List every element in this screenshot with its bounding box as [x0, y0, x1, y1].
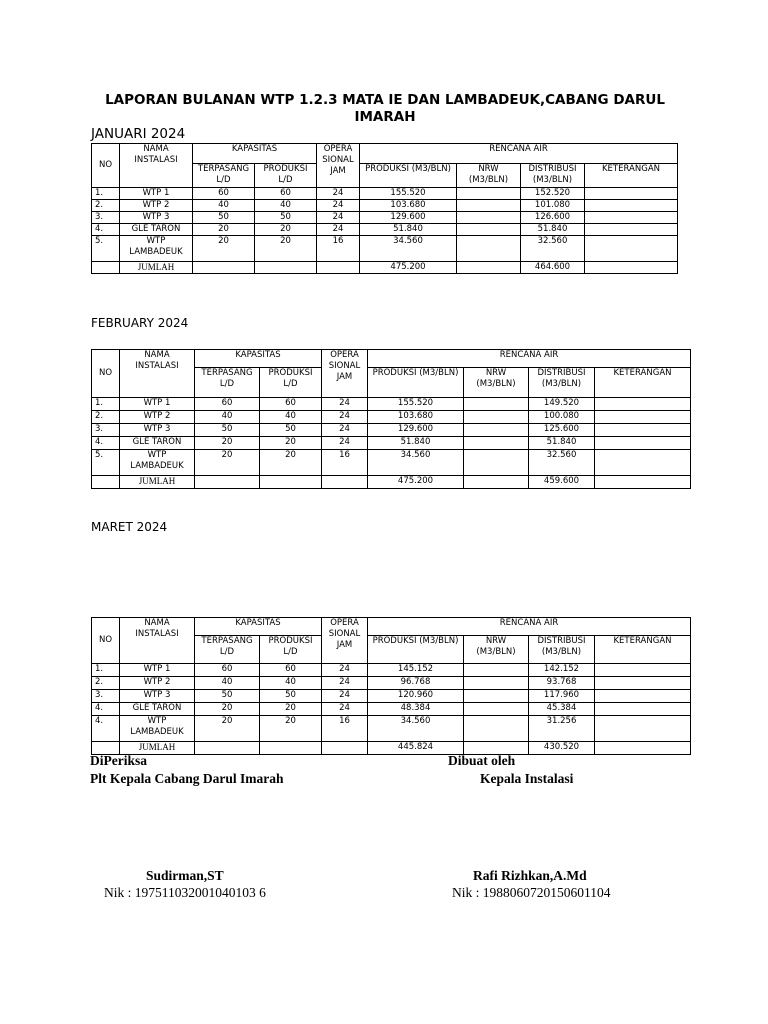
cell-no: 1.	[92, 398, 120, 411]
table-row	[92, 236, 678, 262]
table-row	[92, 677, 691, 690]
cell-jam: 24	[322, 411, 368, 424]
cell-no: 2.	[92, 200, 120, 212]
checked-by-role: Plt Kepala Cabang Darul Imarah	[90, 771, 284, 786]
cell-produksi-m3: 34.560	[368, 716, 464, 742]
cell-terpasang: 20	[193, 224, 255, 236]
cell-jam: 16	[322, 450, 368, 476]
header-kapasitas: KAPASITAS	[193, 144, 317, 164]
cell-nrw	[464, 716, 529, 742]
cell-nama: WTP 2	[120, 411, 195, 424]
cell-distribusi: 100.080	[529, 411, 595, 424]
made-by-name: Rafi Rizhkan,A.Md	[473, 868, 587, 883]
cell-jam: 24	[322, 703, 368, 716]
cell-keterangan	[595, 450, 691, 476]
cell-jam: 24	[317, 188, 360, 200]
cell-nama: WTP LAMBADEUK	[120, 450, 195, 476]
report-table-february	[91, 349, 691, 489]
header-no: NO	[92, 144, 120, 188]
header-operasional: OPERA SIONAL JAM	[317, 144, 360, 188]
cell-nama: GLE TARON	[120, 437, 195, 450]
cell-nrw	[464, 411, 529, 424]
cell-keterangan	[595, 677, 691, 690]
cell-blank	[92, 262, 120, 274]
cell-distribusi: 32.560	[529, 450, 595, 476]
cell-produksi-ld: 60	[255, 188, 317, 200]
table-row	[92, 398, 691, 411]
header-operasional: OPERA SIONAL JAM	[322, 350, 368, 398]
cell-keterangan	[585, 224, 678, 236]
cell-blank	[260, 742, 322, 755]
cell-nrw	[457, 200, 521, 212]
header-produksi-m3: PRODUKSI (M3/BLN)	[360, 164, 457, 188]
cell-produksi-ld: 20	[260, 716, 322, 742]
cell-produksi-ld: 40	[260, 411, 322, 424]
cell-terpasang: 60	[193, 188, 255, 200]
cell-nrw	[464, 437, 529, 450]
cell-produksi-ld: 50	[260, 424, 322, 437]
cell-jam: 24	[317, 200, 360, 212]
cell-jam: 16	[317, 236, 360, 262]
cell-produksi-ld: 20	[255, 236, 317, 262]
cell-produksi-ld: 60	[260, 664, 322, 677]
cell-terpasang: 20	[195, 716, 260, 742]
cell-jam: 24	[322, 690, 368, 703]
header-operasional: OPERA SIONAL JAM	[322, 618, 368, 664]
cell-total-distribusi: 464.600	[521, 262, 585, 274]
cell-terpasang: 50	[195, 424, 260, 437]
header-terpasang: TERPASANG L/D	[193, 164, 255, 188]
cell-distribusi: 32.560	[521, 236, 585, 262]
cell-distribusi: 142.152	[529, 664, 595, 677]
cell-nama: GLE TARON	[120, 224, 193, 236]
cell-produksi-m3: 51.840	[368, 437, 464, 450]
made-by-label: Dibuat oleh	[448, 753, 516, 768]
cell-produksi-m3: 34.560	[360, 236, 457, 262]
table-row	[92, 200, 678, 212]
cell-produksi-ld: 20	[255, 224, 317, 236]
cell-produksi-m3: 51.840	[360, 224, 457, 236]
header-kapasitas: KAPASITAS	[195, 618, 322, 636]
cell-nama: WTP 1	[120, 188, 193, 200]
cell-distribusi: 152.520	[521, 188, 585, 200]
header-nrw: NRW (M3/BLN)	[457, 164, 521, 188]
cell-blank	[92, 476, 120, 489]
cell-nama: WTP 3	[120, 690, 195, 703]
cell-produksi-ld: 20	[260, 450, 322, 476]
cell-keterangan	[585, 200, 678, 212]
total-row	[92, 742, 691, 755]
cell-terpasang: 20	[195, 437, 260, 450]
cell-produksi-m3: 48.384	[368, 703, 464, 716]
cell-keterangan	[585, 188, 678, 200]
cell-no: 2.	[92, 677, 120, 690]
table-row	[92, 664, 691, 677]
cell-nama: WTP 1	[120, 398, 195, 411]
cell-distribusi: 51.840	[521, 224, 585, 236]
cell-produksi-m3: 96.768	[368, 677, 464, 690]
cell-jam: 16	[322, 716, 368, 742]
month-label-january: JANUARI 2024	[91, 126, 186, 142]
cell-keterangan	[585, 236, 678, 262]
cell-produksi-ld: 20	[260, 703, 322, 716]
header-produksi-ld: PRODUKSI L/D	[255, 164, 317, 188]
cell-jumlah-label: JUMLAH	[120, 476, 195, 489]
cell-no: 5.	[92, 236, 120, 262]
cell-no: 4.	[92, 716, 120, 742]
total-row	[92, 262, 678, 274]
cell-keterangan	[585, 212, 678, 224]
cell-jumlah-label: JUMLAH	[120, 262, 193, 274]
cell-no: 1.	[92, 664, 120, 677]
cell-terpasang: 60	[195, 664, 260, 677]
cell-jam: 24	[322, 437, 368, 450]
cell-total-produksi: 475.200	[368, 476, 464, 489]
cell-nrw	[464, 450, 529, 476]
table-row	[92, 703, 691, 716]
cell-jam: 24	[317, 212, 360, 224]
cell-no: 4.	[92, 703, 120, 716]
cell-produksi-ld: 20	[260, 437, 322, 450]
table-row	[92, 188, 678, 200]
header-produksi-ld: PRODUKSI L/D	[260, 368, 322, 398]
cell-nama: WTP LAMBADEUK	[120, 236, 193, 262]
header-rencana-air: RENCANA AIR	[360, 144, 678, 164]
cell-blank	[595, 476, 691, 489]
cell-blank	[317, 262, 360, 274]
month-label-february: FEBRUARY 2024	[91, 316, 189, 330]
header-produksi-m3: PRODUKSI (M3/BLN)	[368, 368, 464, 398]
cell-terpasang: 20	[193, 236, 255, 262]
cell-produksi-m3: 129.600	[368, 424, 464, 437]
cell-keterangan	[595, 398, 691, 411]
header-keterangan: KETERANGAN	[595, 636, 691, 664]
cell-terpasang: 20	[195, 703, 260, 716]
cell-nrw	[464, 690, 529, 703]
cell-nrw	[464, 664, 529, 677]
total-row	[92, 476, 691, 489]
table-row	[92, 690, 691, 703]
cell-distribusi: 126.600	[521, 212, 585, 224]
made-by-role: Kepala Instalasi	[480, 771, 574, 786]
cell-blank	[322, 476, 368, 489]
table-row	[92, 716, 691, 742]
cell-keterangan	[595, 664, 691, 677]
cell-produksi-m3: 155.520	[360, 188, 457, 200]
cell-keterangan	[595, 690, 691, 703]
cell-distribusi: 125.600	[529, 424, 595, 437]
cell-nrw	[457, 188, 521, 200]
cell-jam: 24	[317, 224, 360, 236]
cell-distribusi: 51.840	[529, 437, 595, 450]
cell-jumlah-label: JUMLAH	[120, 742, 195, 755]
cell-terpasang: 50	[195, 690, 260, 703]
cell-nrw	[464, 424, 529, 437]
report-title: LAPORAN BULANAN WTP 1.2.3 MATA IE DAN LAMBADEUK,CABANG DARUL IMARAH	[105, 92, 665, 125]
cell-produksi-ld: 40	[255, 200, 317, 212]
cell-total-distribusi: 430.520	[529, 742, 595, 755]
header-rencana-air: RENCANA AIR	[368, 618, 691, 636]
table-row	[92, 224, 678, 236]
cell-nama: WTP 3	[120, 424, 195, 437]
cell-nama: WTP 3	[120, 212, 193, 224]
cell-produksi-m3: 155.520	[368, 398, 464, 411]
cell-distribusi: 31.256	[529, 716, 595, 742]
header-terpasang: TERPASANG L/D	[195, 636, 260, 664]
header-distribusi: DISTRIBUSI (M3/BLN)	[521, 164, 585, 188]
cell-nama: WTP 1	[120, 664, 195, 677]
cell-keterangan	[595, 437, 691, 450]
cell-terpasang: 40	[195, 411, 260, 424]
cell-blank	[260, 476, 322, 489]
cell-keterangan	[595, 424, 691, 437]
cell-no: 3.	[92, 424, 120, 437]
cell-nrw	[464, 398, 529, 411]
cell-produksi-m3: 103.680	[368, 411, 464, 424]
cell-distribusi: 93.768	[529, 677, 595, 690]
cell-nrw	[464, 677, 529, 690]
table-row	[92, 424, 691, 437]
header-distribusi: DISTRIBUSI (M3/BLN)	[529, 636, 595, 664]
header-produksi-m3: PRODUKSI (M3/BLN)	[368, 636, 464, 664]
table-row	[92, 411, 691, 424]
report-table-january	[91, 143, 678, 274]
cell-blank	[457, 262, 521, 274]
cell-keterangan	[595, 703, 691, 716]
cell-blank	[195, 476, 260, 489]
header-terpasang: TERPASANG L/D	[195, 368, 260, 398]
cell-no: 3.	[92, 690, 120, 703]
cell-produksi-m3: 103.680	[360, 200, 457, 212]
cell-no: 2.	[92, 411, 120, 424]
cell-jam: 24	[322, 424, 368, 437]
cell-produksi-m3: 145.152	[368, 664, 464, 677]
cell-produksi-m3: 129.600	[360, 212, 457, 224]
cell-distribusi: 149.520	[529, 398, 595, 411]
cell-terpasang: 50	[193, 212, 255, 224]
cell-jam: 24	[322, 677, 368, 690]
checked-by-name: Sudirman,ST	[146, 868, 224, 883]
cell-jam: 24	[322, 664, 368, 677]
header-distribusi: DISTRIBUSI (M3/BLN)	[529, 368, 595, 398]
table-row	[92, 212, 678, 224]
header-nama-instalasi: NAMA INSTALASI	[120, 350, 195, 398]
cell-nrw	[464, 703, 529, 716]
table-row	[92, 450, 691, 476]
cell-nama: GLE TARON	[120, 703, 195, 716]
cell-terpasang: 40	[193, 200, 255, 212]
cell-total-produksi: 445.824	[368, 742, 464, 755]
cell-produksi-ld: 50	[260, 690, 322, 703]
cell-blank	[464, 476, 529, 489]
cell-blank	[195, 742, 260, 755]
cell-distribusi: 45.384	[529, 703, 595, 716]
header-keterangan: KETERANGAN	[595, 368, 691, 398]
cell-blank	[193, 262, 255, 274]
cell-keterangan	[595, 716, 691, 742]
cell-blank	[595, 742, 691, 755]
checked-by-label: DiPeriksa	[90, 753, 147, 768]
header-produksi-ld: PRODUKSI L/D	[260, 636, 322, 664]
made-by-nik: Nik : 1988060720150601104	[452, 885, 611, 900]
cell-nrw	[457, 236, 521, 262]
month-label-march: MARET 2024	[91, 520, 168, 534]
cell-total-produksi: 475.200	[360, 262, 457, 274]
cell-no: 3.	[92, 212, 120, 224]
cell-total-distribusi: 459.600	[529, 476, 595, 489]
header-no: NO	[92, 618, 120, 664]
cell-no: 4.	[92, 437, 120, 450]
cell-blank	[322, 742, 368, 755]
cell-produksi-m3: 120.960	[368, 690, 464, 703]
cell-no: 5.	[92, 450, 120, 476]
report-table-march	[91, 617, 691, 755]
header-no: NO	[92, 350, 120, 398]
cell-nama: WTP 2	[120, 677, 195, 690]
cell-terpasang: 60	[195, 398, 260, 411]
cell-jam: 24	[322, 398, 368, 411]
header-keterangan: KETERANGAN	[585, 164, 678, 188]
cell-terpasang: 20	[195, 450, 260, 476]
cell-nama: WTP 2	[120, 200, 193, 212]
cell-distribusi: 101.080	[521, 200, 585, 212]
cell-terpasang: 40	[195, 677, 260, 690]
cell-produksi-ld: 50	[255, 212, 317, 224]
cell-produksi-m3: 34.560	[368, 450, 464, 476]
header-kapasitas: KAPASITAS	[195, 350, 322, 368]
cell-blank	[255, 262, 317, 274]
header-nrw: NRW (M3/BLN)	[464, 636, 529, 664]
cell-nama: WTP LAMBADEUK	[120, 716, 195, 742]
cell-blank	[585, 262, 678, 274]
cell-no: 1.	[92, 188, 120, 200]
cell-produksi-ld: 60	[260, 398, 322, 411]
cell-distribusi: 117.960	[529, 690, 595, 703]
header-nama-instalasi: NAMA INSTALASI	[120, 618, 195, 664]
cell-no: 4.	[92, 224, 120, 236]
cell-produksi-ld: 40	[260, 677, 322, 690]
cell-nrw	[457, 212, 521, 224]
cell-keterangan	[595, 411, 691, 424]
header-rencana-air: RENCANA AIR	[368, 350, 691, 368]
cell-nrw	[457, 224, 521, 236]
table-row	[92, 437, 691, 450]
checked-by-nik: Nik : 197511032001040103 6	[104, 885, 266, 900]
header-nama-instalasi: NAMA INSTALASI	[120, 144, 193, 188]
header-nrw: NRW (M3/BLN)	[464, 368, 529, 398]
